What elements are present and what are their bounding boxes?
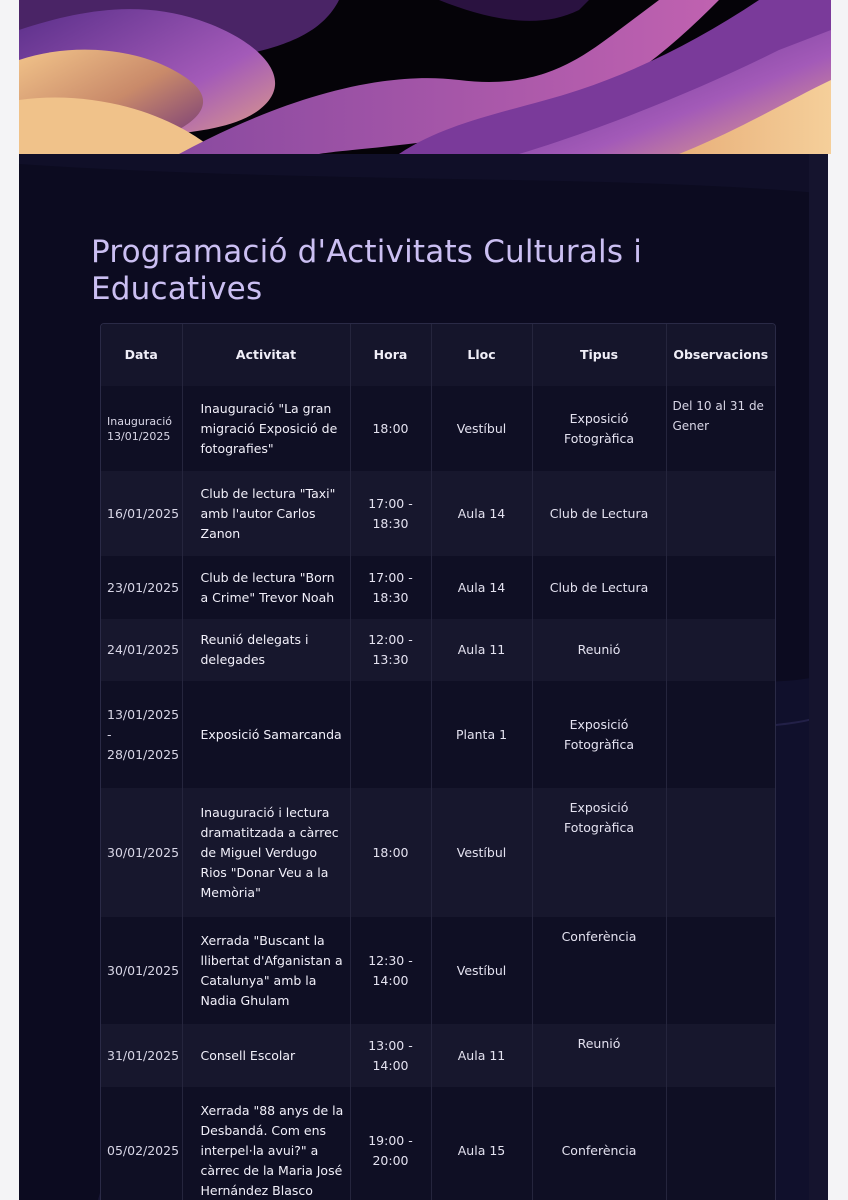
cell-tipus: Reunió xyxy=(532,619,666,681)
table-row xyxy=(101,471,775,556)
column-header-observacions: Observacions xyxy=(673,347,769,362)
cell-lloc: Planta 1 xyxy=(431,681,532,788)
cell-tipus: Club de Lectura xyxy=(532,556,666,619)
column-header-data: Data xyxy=(101,324,182,386)
cell-hora xyxy=(350,681,431,788)
cell-lloc: Vestíbul xyxy=(431,386,532,471)
cell-activitat: Reunió delegats i delegades xyxy=(182,619,350,681)
cell-observacions xyxy=(666,619,775,681)
cell-activitat: Consell Escolar xyxy=(182,1024,350,1087)
activities-table-container xyxy=(100,323,776,1200)
activities-table xyxy=(101,324,775,1200)
cell-tipus: Exposició Fotogràfica xyxy=(532,788,666,917)
table-row xyxy=(101,1024,775,1087)
cell-data: 24/01/2025 xyxy=(101,619,182,681)
cell-observacions xyxy=(666,681,775,788)
cell-hora: 18:00 xyxy=(350,386,431,471)
cell-data: 30/01/2025 xyxy=(101,788,182,917)
cell-data: 30/01/2025 xyxy=(101,917,182,1024)
cell-tipus: Conferència xyxy=(532,917,666,1024)
cell-data: 31/01/2025 xyxy=(101,1024,182,1087)
cell-activitat: Xerrada "Buscant la llibertat d'Afganistan a Catalunya" amb la Nadia Ghulam xyxy=(182,917,350,1024)
column-header-lloc: Lloc xyxy=(431,324,532,386)
cell-observacions xyxy=(666,1024,775,1087)
cell-observacions xyxy=(666,471,775,556)
cell-tipus: Exposició Fotogràfica xyxy=(532,386,666,471)
table-row xyxy=(101,681,775,788)
cell-activitat: Club de lectura "Born a Crime" Trevor Noah xyxy=(182,556,350,619)
cell-lloc: Vestíbul xyxy=(431,917,532,1024)
cell-activitat: Inauguració "La gran migració Exposició de fotografies" xyxy=(182,386,350,471)
cell-hora: 12:00 - 13:30 xyxy=(350,619,431,681)
column-header-activitat: Activitat xyxy=(182,324,350,386)
cell-observacions xyxy=(666,788,775,917)
cell-lloc: Aula 11 xyxy=(431,619,532,681)
cell-hora: 12:30 - 14:00 xyxy=(350,917,431,1024)
column-header-tipus: Tipus xyxy=(532,324,666,386)
cell-hora: 13:00 - 14:00 xyxy=(350,1024,431,1087)
cell-observacions xyxy=(666,1087,775,1200)
table-row xyxy=(101,619,775,681)
cell-tipus: Club de Lectura xyxy=(532,471,666,556)
content-panel xyxy=(19,154,828,1200)
cell-tipus: Conferència xyxy=(532,1087,666,1200)
header-banner-image xyxy=(19,0,831,154)
page-title: Programació d'Activitats Culturals i Educatives xyxy=(91,234,643,307)
table-header-row xyxy=(101,324,775,386)
cell-lloc: Vestíbul xyxy=(431,788,532,917)
table-row xyxy=(101,917,775,1024)
cell-lloc: Aula 11 xyxy=(431,1024,532,1087)
cell-hora: 19:00 - 20:00 xyxy=(350,1087,431,1200)
cell-activitat: Xerrada "88 anys de la Desbandá. Com ens interpel·la avui?" a càrrec de la Maria José Hernández Blasco xyxy=(182,1087,350,1200)
cell-activitat: Club de lectura "Taxi" amb l'autor Carlos Zanon xyxy=(182,471,350,556)
table-row xyxy=(101,386,775,471)
table-row xyxy=(101,788,775,917)
cell-observacions: Del 10 al 31 de Gener xyxy=(672,399,764,433)
cell-tipus: Reunió xyxy=(532,1024,666,1087)
cell-hora: 18:00 xyxy=(350,788,431,917)
cell-data: 13/01/2025 - 28/01/2025 xyxy=(101,681,182,788)
cell-lloc: Aula 14 xyxy=(431,471,532,556)
table-row xyxy=(101,1087,775,1200)
table-row xyxy=(101,556,775,619)
cell-activitat: Inauguració i lectura dramatitzada a càrrec de Miguel Verdugo Rios "Donar Veu a la Memòria" xyxy=(182,788,350,917)
cell-hora: 17:00 - 18:30 xyxy=(350,471,431,556)
cell-data: 23/01/2025 xyxy=(101,556,182,619)
cell-lloc: Aula 14 xyxy=(431,556,532,619)
cell-data: Inauguració 13/01/2025 xyxy=(101,386,182,471)
cell-observacions xyxy=(666,556,775,619)
cell-activitat: Exposició Samarcanda xyxy=(182,681,350,788)
cell-data: 16/01/2025 xyxy=(101,471,182,556)
column-header-hora: Hora xyxy=(350,324,431,386)
cell-hora: 17:00 - 18:30 xyxy=(350,556,431,619)
cell-data: 05/02/2025 xyxy=(101,1087,182,1200)
cell-tipus: Exposició Fotogràfica xyxy=(532,681,666,788)
cell-lloc: Aula 15 xyxy=(431,1087,532,1200)
cell-observacions xyxy=(666,917,775,1024)
